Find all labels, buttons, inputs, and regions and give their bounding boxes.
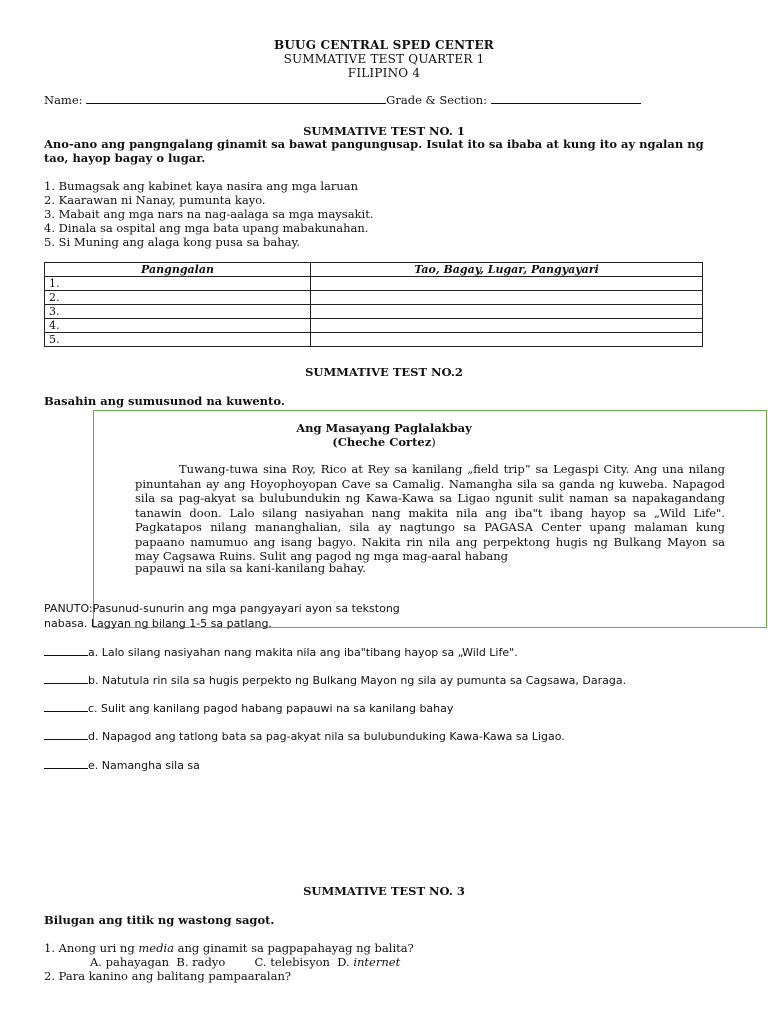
test2-instruction: Basahin ang sumusunod na kuwento.	[44, 394, 285, 408]
table-row	[45, 291, 703, 305]
event-text: b. Natutula rin sila sa hugis perpekto ng Bulkang Mayon ng sila ay pumunta sa Cagsawa, Daraga.	[88, 674, 627, 687]
q1-text-pre: 1. Anong uri ng	[44, 941, 139, 955]
name-label: Name:	[44, 93, 83, 107]
answer-blank[interactable]	[44, 758, 88, 769]
answer-cell[interactable]	[311, 277, 703, 291]
table-row	[45, 319, 703, 333]
story-author	[0, 435, 768, 449]
test-quarter: SUMMATIVE TEST QUARTER 1	[283, 52, 485, 66]
answer-blank[interactable]	[44, 673, 88, 684]
row-number: 4.	[45, 319, 311, 333]
answer-cell[interactable]	[311, 319, 703, 333]
panuto-line-1: PANUTO:Pasunud-sunurin ang mga pangyayari ayon sa tekstong	[44, 602, 400, 615]
grade-blank[interactable]	[491, 93, 641, 104]
event-text: c. Sulit ang kanilang pagod habang papauwi na sa kanilang bahay	[88, 702, 454, 715]
name-blank[interactable]	[86, 93, 386, 104]
q1-choices: A. pahayagan B. radyo C. telebisyon D.	[90, 955, 354, 969]
table-row	[45, 333, 703, 347]
name-grade-line	[44, 93, 641, 107]
table-row	[45, 277, 703, 291]
answer-blank[interactable]	[44, 645, 88, 656]
grade-label: Grade & Section:	[386, 93, 488, 107]
test3-instruction: Bilugan ang titik ng wastong sagot.	[44, 913, 275, 927]
q1-text-em: media	[138, 941, 174, 955]
row-number: 1.	[45, 277, 311, 291]
story-author-close: )	[431, 435, 436, 449]
table-header-category: Tao, Bagay, Lugar, Pangyayari	[311, 263, 703, 277]
school-name: BUUG CENTRAL SPED CENTER	[274, 38, 494, 52]
test3-title: SUMMATIVE TEST NO. 3	[303, 884, 465, 898]
answer-cell[interactable]	[311, 305, 703, 319]
row-number: 5.	[45, 333, 311, 347]
test1-item-1: 1. Bumagsak ang kabinet kaya nasira ang mga laruan	[44, 179, 359, 193]
event-text: d. Napagod ang tatlong bata sa pag-akyat nila sa bulubunduking Kawa-Kawa sa Ligao.	[88, 730, 565, 743]
test2-title: SUMMATIVE TEST NO.2	[305, 365, 463, 379]
row-number: 3.	[45, 305, 311, 319]
story-last-line: papauwi na sila sa kani-kanilang bahay.	[135, 561, 366, 575]
test1-title: SUMMATIVE TEST NO. 1	[303, 124, 465, 138]
test1-item-3: 3. Mabait ang mga nars na nag-aalaga sa mga maysakit.	[44, 207, 374, 221]
event-text: e. Namangha sila sa	[88, 759, 200, 772]
q1-text-post: ang ginamit sa pagpapahayag ng balita?	[173, 941, 414, 955]
event-text: a. Lalo silang nasiyahan nang makita nila ang iba"tibang hayop sa „Wild Life".	[88, 646, 518, 659]
pangngalan-table	[44, 262, 703, 347]
table-header-pangngalan: Pangngalan	[45, 263, 311, 277]
test1-item-4: 4. Dinala sa ospital ang mga bata upang mabakunahan.	[44, 221, 369, 235]
panuto-line-2: nabasa. Lagyan ng bilang 1-5 sa patlang.	[44, 617, 272, 630]
story-author-name: (Cheche Cortez	[332, 435, 432, 449]
event-e	[44, 758, 200, 772]
subject: FILIPINO 4	[347, 66, 421, 80]
event-a	[44, 645, 518, 659]
test1-item-5: 5. Si Muning ang alaga kong pusa sa bahay.	[44, 235, 301, 249]
row-number: 2.	[45, 291, 311, 305]
test3-question-1-choices	[90, 955, 400, 969]
event-c	[44, 701, 453, 715]
story-text: Tuwang-tuwa sina Roy, Rico at Rey sa kanilang „field trip” sa Legaspi City. Ang una nilang pinuntahan ay ang Hoyophoyopan Cave sa Camalig. Namangha sila sa ganda ng kuweba. Napagod sila sa pag-akyat sa bulubundukin ng Kawa-Kawa sa Ligao ngunit sulit naman sa napakagandang tanawin doon. Lalo silang nasiyahan nang makita nila ang iba"t ibang hayop sa „Wild Life". Pagkatapos nilang mananghalian, sila ay nagtungo sa PAGASA Center upang malaman kung papaano namumuo ang isang bagyo. Nakita rin nila ang perpektong hugis ng Bulkang Mayon sa may Cagsawa Ruins. Sulit ang pagod ng mga mag-aaral habang	[135, 462, 725, 563]
answer-cell[interactable]	[311, 333, 703, 347]
q1-choice-d: internet	[353, 955, 401, 969]
answer-blank[interactable]	[44, 701, 88, 712]
test3-question-1	[44, 941, 414, 955]
answer-cell[interactable]	[311, 291, 703, 305]
test1-item-2: 2. Kaarawan ni Nanay, pumunta kayo.	[44, 193, 266, 207]
story-title: Ang Masayang Paglalakbay	[296, 421, 472, 435]
event-d	[44, 729, 565, 743]
answer-blank[interactable]	[44, 729, 88, 740]
table-row	[45, 305, 703, 319]
test3-question-2: 2. Para kanino ang balitang pampaaralan?	[44, 969, 292, 983]
story-body	[135, 462, 725, 564]
test1-instruction: Ano-ano ang pangngalang ginamit sa bawat pangungusap. Isulat ito sa ibaba at kung ito ay ngalan ng tao, hayop bagay o lugar.	[44, 137, 704, 165]
event-b	[44, 673, 626, 687]
